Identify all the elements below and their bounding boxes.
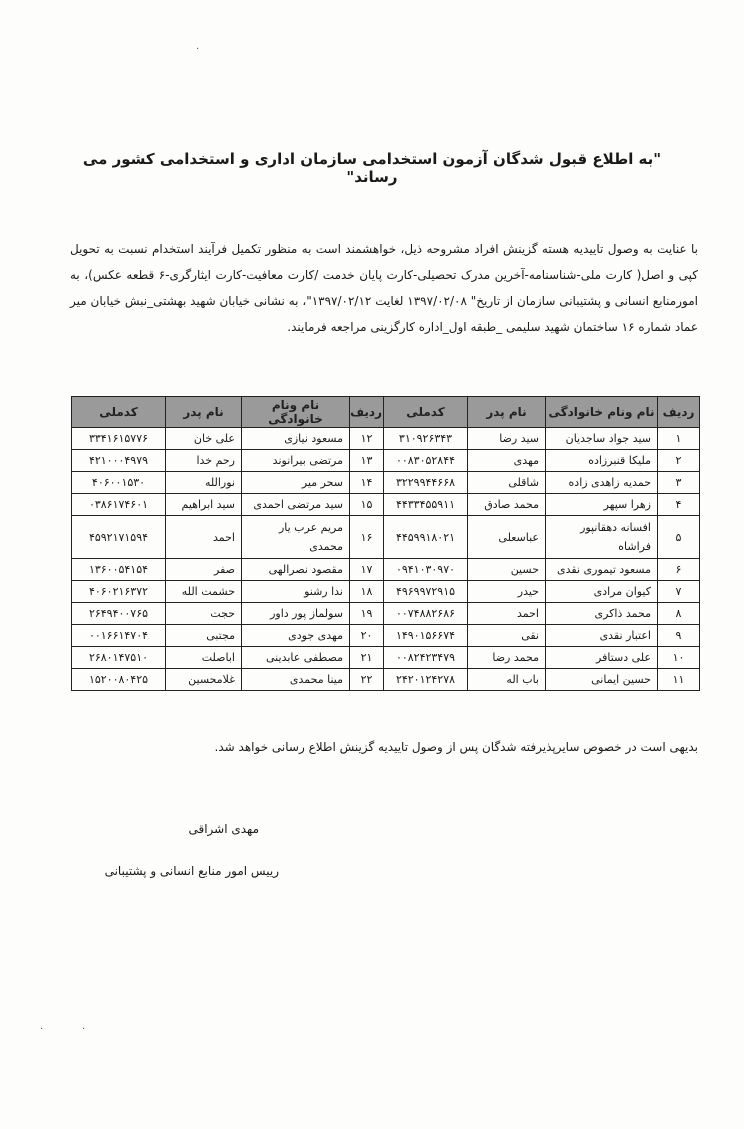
cell-father-name: نقی bbox=[468, 625, 546, 647]
header-row-number: ردیف bbox=[350, 397, 384, 428]
cell-national-code: ۰۹۴۱۰۳۰۹۷۰ bbox=[384, 559, 468, 581]
header-national-code: کدملی bbox=[384, 397, 468, 428]
cell-row-number: ۲۲ bbox=[350, 669, 384, 691]
cell-full-name: سولماز پور داور bbox=[242, 603, 350, 625]
cell-father-name: حسین bbox=[468, 559, 546, 581]
cell-full-name: مینا محمدی bbox=[242, 669, 350, 691]
cell-national-code: ۰۳۸۶۱۷۴۶۰۱ bbox=[72, 494, 166, 516]
cell-father-name: رحم خدا bbox=[166, 450, 242, 472]
scan-speck: · bbox=[40, 1024, 44, 1035]
cell-national-code: ۴۵۹۲۱۷۱۵۹۴ bbox=[72, 516, 166, 559]
cell-row-number: ۱۴ bbox=[350, 472, 384, 494]
cell-row-number: ۱ bbox=[658, 428, 700, 450]
cell-national-code: ۴۰۶۰۰۱۵۳۰ bbox=[72, 472, 166, 494]
table-row bbox=[72, 669, 700, 691]
cell-national-code: ۴۲۱۰۰۰۴۹۷۹ bbox=[72, 450, 166, 472]
cell-national-code: ۰۰۸۳۰۵۲۸۴۴ bbox=[384, 450, 468, 472]
cell-national-code: ۲۶۴۹۴۰۰۷۶۵ bbox=[72, 603, 166, 625]
cell-father-name: نورالله bbox=[166, 472, 242, 494]
cell-national-code: ۲۴۲۰۱۲۴۲۷۸ bbox=[384, 669, 468, 691]
scan-speck: · bbox=[82, 1024, 86, 1035]
cell-national-code: ۳۳۴۱۶۱۵۷۷۶ bbox=[72, 428, 166, 450]
cell-national-code: ۳۱۰۹۲۶۳۴۳ bbox=[384, 428, 468, 450]
cell-national-code: ۳۲۲۹۹۴۴۶۶۸ bbox=[384, 472, 468, 494]
cell-row-number: ۱۳ bbox=[350, 450, 384, 472]
cell-father-name: مجتبی bbox=[166, 625, 242, 647]
cell-national-code: ۴۰۶۰۲۱۶۳۷۲ bbox=[72, 581, 166, 603]
cell-full-name: زهرا سپهر bbox=[546, 494, 658, 516]
cell-full-name: مریم عرب یار محمدی bbox=[242, 516, 350, 559]
cell-national-code: ۱۴۹۰۱۵۶۶۷۴ bbox=[384, 625, 468, 647]
cell-father-name: سید رضا bbox=[468, 428, 546, 450]
cell-full-name: سید جواد ساجدیان bbox=[546, 428, 658, 450]
cell-full-name: سحر میر bbox=[242, 472, 350, 494]
header-full-name: نام ونام خانوادگی bbox=[242, 397, 350, 428]
cell-row-number: ۱۶ bbox=[350, 516, 384, 559]
cell-row-number: ۲۰ bbox=[350, 625, 384, 647]
cell-row-number: ۶ bbox=[658, 559, 700, 581]
table-row bbox=[72, 581, 700, 603]
table-row bbox=[72, 647, 700, 669]
cell-full-name: ندا رشنو bbox=[242, 581, 350, 603]
cell-full-name: علی دستافر bbox=[546, 647, 658, 669]
cell-national-code: ۱۵۲۰۰۸۰۴۲۵ bbox=[72, 669, 166, 691]
cell-father-name: اباصلت bbox=[166, 647, 242, 669]
closing-sentence: بدیهی است در خصوص سایرپذیرفته شدگان پس از وصول تاییدیه گزینش اطلاع رسانی خواهد شد. bbox=[214, 740, 698, 754]
cell-full-name: اعتبار نقدی bbox=[546, 625, 658, 647]
cell-full-name: مقصود نصرالهی bbox=[242, 559, 350, 581]
cell-row-number: ۳ bbox=[658, 472, 700, 494]
header-father-name: نام پدر bbox=[166, 397, 242, 428]
signer-title: رییس امور منابع انسانی و پشتیبانی bbox=[104, 864, 279, 878]
table-header-row bbox=[72, 397, 700, 428]
table-row bbox=[72, 428, 700, 450]
table-row bbox=[72, 559, 700, 581]
cell-full-name: سید مرتضی احمدی bbox=[242, 494, 350, 516]
cell-row-number: ۱۵ bbox=[350, 494, 384, 516]
table-row bbox=[72, 450, 700, 472]
cell-father-name: احمد bbox=[468, 603, 546, 625]
table-row bbox=[72, 603, 700, 625]
header-full-name: نام ونام خانوادگی bbox=[546, 397, 658, 428]
cell-row-number: ۱۹ bbox=[350, 603, 384, 625]
cell-father-name: حجت bbox=[166, 603, 242, 625]
cell-row-number: ۱۱ bbox=[658, 669, 700, 691]
cell-father-name: صفر bbox=[166, 559, 242, 581]
cell-full-name: مسعود نیازی bbox=[242, 428, 350, 450]
cell-father-name: محمد صادق bbox=[468, 494, 546, 516]
cell-national-code: ۰۰۱۶۶۱۴۷۰۴ bbox=[72, 625, 166, 647]
cell-row-number: ۱۲ bbox=[350, 428, 384, 450]
cell-father-name: حشمت الله bbox=[166, 581, 242, 603]
cell-father-name: غلامحسین bbox=[166, 669, 242, 691]
cell-national-code: ۴۹۶۹۹۷۲۹۱۵ bbox=[384, 581, 468, 603]
table-row bbox=[72, 516, 700, 559]
cell-father-name: مهدی bbox=[468, 450, 546, 472]
cell-father-name: باب اله bbox=[468, 669, 546, 691]
cell-national-code: ۲۶۸۰۱۴۷۵۱۰ bbox=[72, 647, 166, 669]
signer-name: مهدی اشراقی bbox=[188, 822, 259, 836]
cell-father-name: احمد bbox=[166, 516, 242, 559]
cell-row-number: ۴ bbox=[658, 494, 700, 516]
cell-row-number: ۲۱ bbox=[350, 647, 384, 669]
cell-father-name: سید ابراهیم bbox=[166, 494, 242, 516]
header-national-code: کدملی bbox=[72, 397, 166, 428]
cell-full-name: مسعود تیموری نقدی bbox=[546, 559, 658, 581]
header-row-number: ردیف bbox=[658, 397, 700, 428]
cell-father-name: حیدر bbox=[468, 581, 546, 603]
cell-national-code: ۴۴۵۹۹۱۸۰۲۱ bbox=[384, 516, 468, 559]
cell-national-code: ۰۰۷۴۸۸۲۶۸۶ bbox=[384, 603, 468, 625]
cell-row-number: ۵ bbox=[658, 516, 700, 559]
cell-father-name: شاقلی bbox=[468, 472, 546, 494]
table-row bbox=[72, 625, 700, 647]
cell-full-name: مصطفی عابدینی bbox=[242, 647, 350, 669]
cell-national-code: ۴۴۳۳۴۵۵۹۱۱ bbox=[384, 494, 468, 516]
cell-father-name: محمد رضا bbox=[468, 647, 546, 669]
table-row bbox=[72, 472, 700, 494]
cell-father-name: عباسعلی bbox=[468, 516, 546, 559]
cell-father-name: علی خان bbox=[166, 428, 242, 450]
table-row bbox=[72, 494, 700, 516]
cell-national-code: ۰۰۸۲۴۲۳۴۷۹ bbox=[384, 647, 468, 669]
cell-full-name: مرتضی بیرانوند bbox=[242, 450, 350, 472]
scan-speck: · bbox=[196, 44, 200, 55]
cell-full-name: افسانه دهقانپور فراشاه bbox=[546, 516, 658, 559]
cell-row-number: ۱۸ bbox=[350, 581, 384, 603]
cell-row-number: ۷ bbox=[658, 581, 700, 603]
cell-row-number: ۲ bbox=[658, 450, 700, 472]
cell-national-code: ۱۳۶۰۰۵۴۱۵۴ bbox=[72, 559, 166, 581]
accepted-candidates-table bbox=[71, 396, 699, 691]
cell-full-name: حمدیه زاهدی زاده bbox=[546, 472, 658, 494]
document-title: "به اطلاع قبول شدگان آزمون استخدامی سازمان اداری و استخدامی کشور می رساند" bbox=[82, 150, 662, 186]
cell-row-number: ۹ bbox=[658, 625, 700, 647]
cell-full-name: حسین ایمانی bbox=[546, 669, 658, 691]
body-paragraph: با عنایت به وصول تاییدیه هسته گزینش افراد مشروحه ذیل، خواهشمند است به منظور تکمیل فرآیند استخدام نسبت به تحویل کپی و اصل( کارت ملی-شناسنامه-آخرین مدرک تحصیلی-کارت پایان خدمت /کارت معافیت-کارت ایثارگری-۶ قطعه عکس)، به امورمنابع انسانی و پشتیبانی سازمان از تاریخ" ۱۳۹۷/۰۲/۰۸ لغایت ۱۳۹۷/۰۲/۱۲"، به نشانی خیابان شهید بهشتی_نبش خیابان میر عماد شماره ۱۶ ساختمان شهید سلیمی _طبقه اول_اداره کارگزینی مراجعه فرمایند. bbox=[70, 242, 699, 334]
cell-row-number: ۸ bbox=[658, 603, 700, 625]
cell-full-name: کیوان مرادی bbox=[546, 581, 658, 603]
cell-row-number: ۱۷ bbox=[350, 559, 384, 581]
cell-row-number: ۱۰ bbox=[658, 647, 700, 669]
cell-full-name: محمد ذاکری bbox=[546, 603, 658, 625]
cell-full-name: ملیکا قنبرزاده bbox=[546, 450, 658, 472]
header-father-name: نام پدر bbox=[468, 397, 546, 428]
cell-full-name: مهدی جودی bbox=[242, 625, 350, 647]
